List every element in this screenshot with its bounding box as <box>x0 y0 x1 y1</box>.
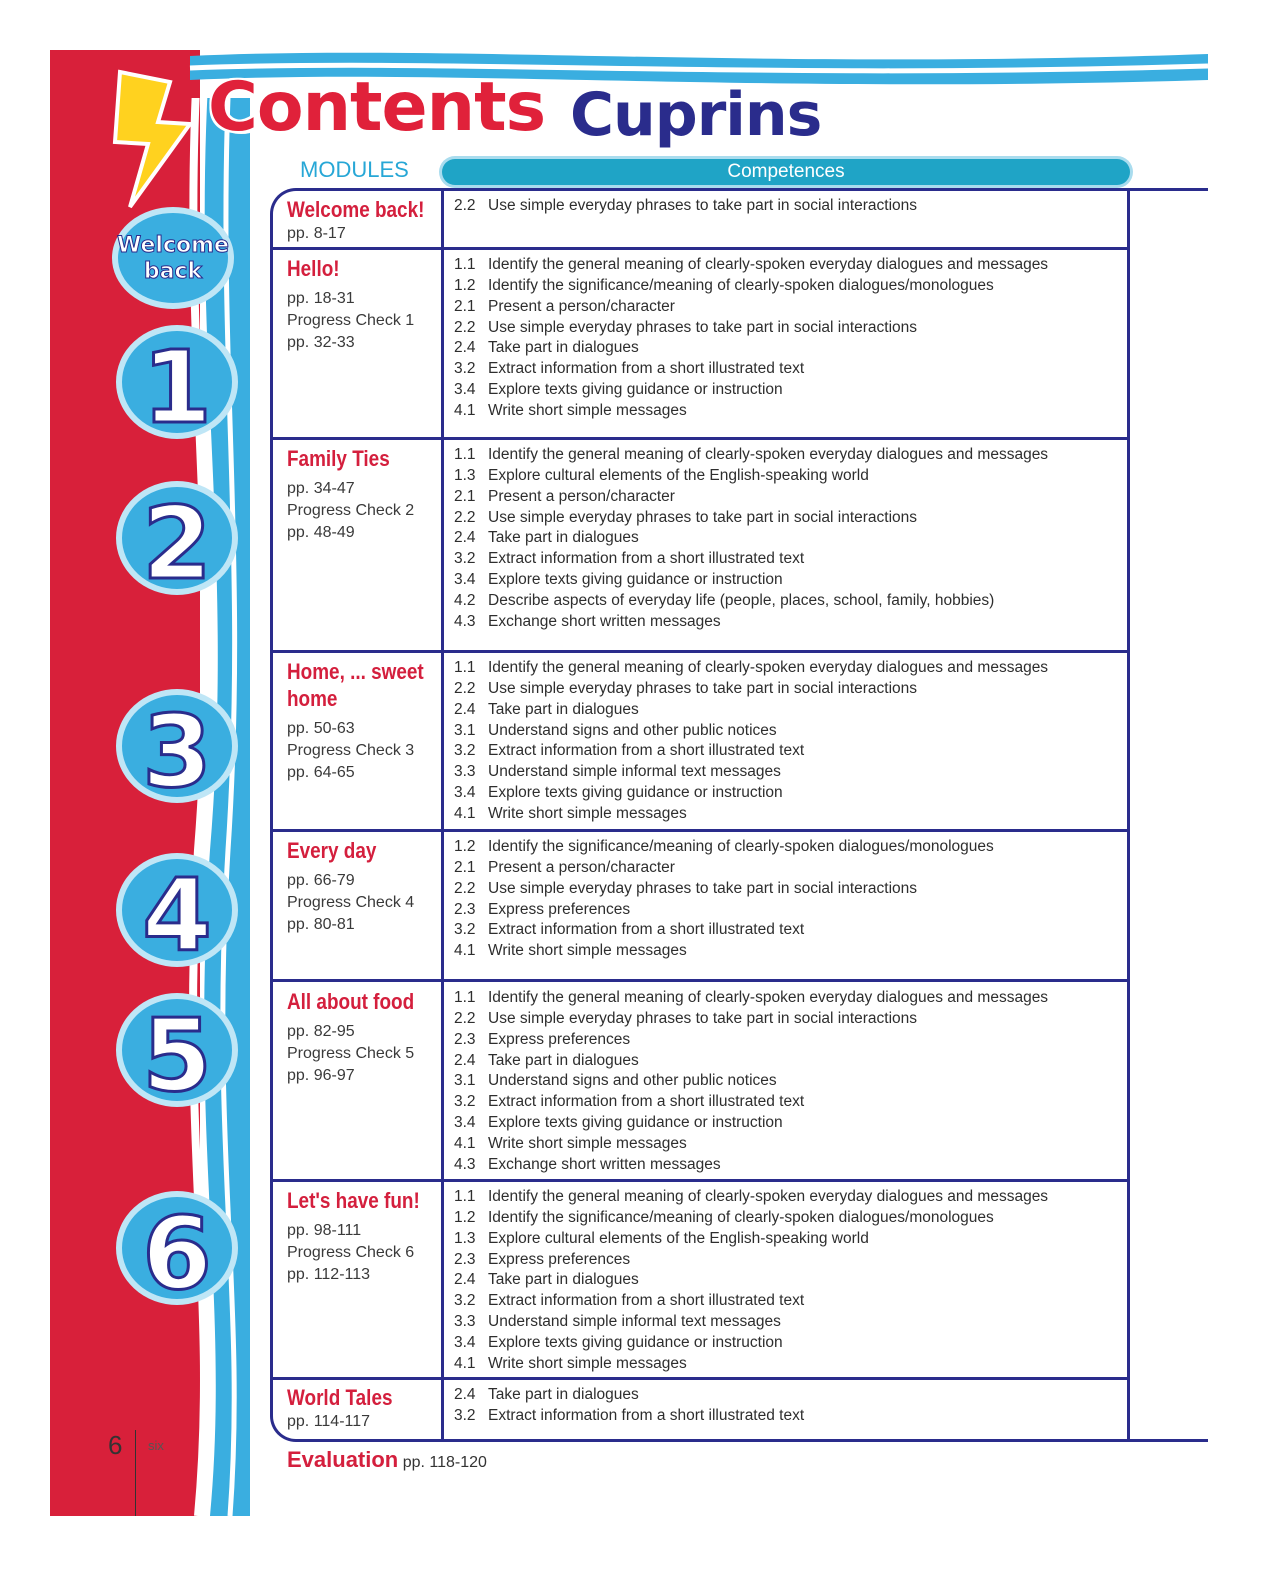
competence-item: 1.1 Identify the general meaning of clearly-spoken everyday dialogues and messages <box>454 256 1049 273</box>
competence-item: 4.1 Write short simple messages <box>454 1134 687 1152</box>
module-title[interactable]: Welcome back! <box>287 197 425 222</box>
row-divider <box>270 1377 1130 1380</box>
competence-item: 1.2 Identify the significance/meaning of clearly-spoken dialogues/monologues <box>454 276 994 294</box>
module-hello <box>287 255 457 354</box>
module-pages: pp. 82-95 <box>287 1023 355 1040</box>
competence-item: 2.3 Express preferences <box>454 900 631 918</box>
competence-item: 4.3 Exchange short written messages <box>454 1155 721 1173</box>
progress-pages: pp. 48-49 <box>287 524 355 541</box>
module-pages: pp. 66-79 <box>287 872 355 889</box>
module-title[interactable]: Family Ties <box>287 446 390 471</box>
competence-list <box>454 988 1048 1176</box>
module-title[interactable]: Home, ... sweet home <box>287 659 424 711</box>
competence-item: 4.3 Exchange short written messages <box>454 612 721 630</box>
competence-item: 1.2 Identify the significance/meaning of clearly-spoken dialogues/monologues <box>454 838 994 855</box>
progress-check: Progress Check 6 <box>287 1244 415 1261</box>
svg-text:back: back <box>143 259 203 284</box>
svg-text:6: 6 <box>142 1195 212 1308</box>
module-family-ties <box>287 445 457 544</box>
row-divider <box>270 829 1130 832</box>
competence-item: 3.3 Understand simple informal text messages <box>454 1313 781 1331</box>
module-welcome-back <box>287 196 457 245</box>
competence-item: 2.4 Take part in dialogues <box>454 1386 639 1403</box>
progress-check: Progress Check 5 <box>287 1045 415 1062</box>
progress-pages: pp. 32-33 <box>287 334 355 351</box>
svg-text:4: 4 <box>142 857 212 970</box>
competence-item: 1.2 Identify the significance/meaning of clearly-spoken dialogues/monologues <box>454 1208 994 1226</box>
competence-item: 2.2 Use simple everyday phrases to take part in social interactions <box>454 318 918 336</box>
table-right-border <box>1127 188 1130 1442</box>
competence-item: 3.2 Extract information from a short illustrated text <box>454 360 805 378</box>
competence-item: 1.1 Identify the general meaning of clearly-spoken everyday dialogues and messages <box>454 989 1049 1006</box>
progress-pages: pp. 64-65 <box>287 764 355 781</box>
module-6-badge <box>112 1188 242 1308</box>
competence-list <box>454 1187 1048 1375</box>
competence-item: 1.3 Explore cultural elements of the English-speaking world <box>454 466 869 484</box>
competence-item: 2.4 Take part in dialogues <box>454 1051 639 1069</box>
module-all-about-food <box>287 988 457 1087</box>
competence-item: 3.2 Extract information from a short illustrated text <box>454 921 805 939</box>
page-number-divider <box>135 1430 136 1516</box>
module-1-badge <box>112 322 242 442</box>
competence-item: 3.4 Explore texts giving guidance or instruction <box>454 571 783 589</box>
competence-item: 3.2 Extract information from a short illustrated text <box>454 1292 805 1310</box>
evaluation-title: Evaluation <box>287 1447 399 1472</box>
module-title[interactable]: Every day <box>287 838 377 863</box>
competence-item: 2.1 Present a person/character <box>454 487 675 505</box>
competence-item: 2.2 Use simple everyday phrases to take part in social interactions <box>454 508 918 526</box>
evaluation-pages: pp. 118-120 <box>402 1454 487 1471</box>
competence-item: 3.4 Explore texts giving guidance or instruction <box>454 1333 783 1351</box>
competence-item: 2.3 Express preferences <box>454 1030 631 1048</box>
competence-item: 1.1 Identify the general meaning of clearly-spoken everyday dialogues and messages <box>454 659 1049 676</box>
competence-item: 4.1 Write short simple messages <box>454 942 687 960</box>
competence-item: 1.1 Identify the general meaning of clearly-spoken everyday dialogues and messages <box>454 446 1049 463</box>
competence-item: 2.1 Present a person/character <box>454 297 675 315</box>
progress-check: Progress Check 4 <box>287 894 415 911</box>
progress-pages: pp. 80-81 <box>287 916 355 933</box>
svg-text:5: 5 <box>142 997 212 1110</box>
competence-item: 3.1 Understand signs and other public notices <box>454 1072 777 1090</box>
module-5-badge <box>112 990 242 1110</box>
competence-list <box>454 658 1048 825</box>
competence-item: 1.3 Explore cultural elements of the English-speaking world <box>454 1229 869 1247</box>
competence-list <box>454 196 917 217</box>
progress-check: Progress Check 2 <box>287 502 415 519</box>
progress-check: Progress Check 3 <box>287 742 415 759</box>
competence-item: 2.4 Take part in dialogues <box>454 529 639 547</box>
competence-item: 1.1 Identify the general meaning of clearly-spoken everyday dialogues and messages <box>454 1188 1049 1205</box>
competence-item: 4.1 Write short simple messages <box>454 1354 687 1372</box>
module-title[interactable]: World Tales <box>287 1385 393 1410</box>
competence-item: 2.2 Use simple everyday phrases to take part in social interactions <box>454 879 918 897</box>
competence-item: 2.1 Present a person/character <box>454 858 675 876</box>
competence-item: 3.2 Extract information from a short illustrated text <box>454 550 805 568</box>
module-every-day <box>287 837 457 936</box>
page-title-romanian: Cuprins <box>570 80 822 150</box>
row-divider <box>270 979 1130 982</box>
page-number-word: six <box>148 1438 164 1453</box>
competence-item: 3.2 Extract information from a short illustrated text <box>454 742 805 760</box>
competence-item: 4.1 Write short simple messages <box>454 804 687 822</box>
progress-pages: pp. 112-113 <box>287 1266 371 1283</box>
module-2-badge <box>112 478 242 598</box>
modules-column-header: MODULES <box>300 157 409 182</box>
module-pages: pp. 50-63 <box>287 720 355 737</box>
module-pages: pp. 18-31 <box>287 290 355 307</box>
module-pages: pp. 98-111 <box>287 1222 362 1239</box>
competence-item: 2.2 Use simple everyday phrases to take part in social interactions <box>454 1009 918 1027</box>
competence-list <box>454 837 994 962</box>
competence-list <box>454 255 1048 422</box>
competence-item: 3.4 Explore texts giving guidance or instruction <box>454 1114 783 1132</box>
module-4-badge <box>112 850 242 970</box>
competence-item: 2.4 Take part in dialogues <box>454 700 639 718</box>
module-pages: pp. 8-17 <box>287 225 346 242</box>
svg-text:2: 2 <box>142 485 212 598</box>
row-divider <box>270 247 1130 250</box>
page-title-english: Contents <box>208 68 546 147</box>
competence-item: 3.4 Explore texts giving guidance or instruction <box>454 381 783 399</box>
competence-item: 2.4 Take part in dialogues <box>454 1271 639 1289</box>
competence-item: 3.1 Understand signs and other public notices <box>454 721 777 739</box>
module-pages: pp. 114-117 <box>287 1413 371 1430</box>
module-title[interactable]: Let's have fun! <box>287 1188 420 1213</box>
row-divider <box>270 650 1130 653</box>
module-lets-have-fun <box>287 1187 457 1286</box>
module-3-badge <box>112 686 242 806</box>
svg-text:Welcome: Welcome <box>117 233 229 258</box>
competence-item: 4.1 Write short simple messages <box>454 401 687 419</box>
evaluation-entry[interactable] <box>287 1447 487 1473</box>
svg-text:1: 1 <box>142 329 212 442</box>
row-divider <box>270 437 1130 440</box>
progress-pages: pp. 96-97 <box>287 1067 355 1084</box>
row-divider <box>270 1179 1130 1182</box>
competence-list <box>454 1385 804 1427</box>
competence-item: 2.4 Take part in dialogues <box>454 339 639 357</box>
module-pages: pp. 34-47 <box>287 480 355 497</box>
competence-item: 2.3 Express preferences <box>454 1250 631 1268</box>
competence-list <box>454 445 1048 633</box>
module-home-sweet-home <box>287 658 457 784</box>
competence-item: 4.2 Describe aspects of everyday life (people, places, school, family, hobbies) <box>454 591 995 609</box>
competence-item: 3.4 Explore texts giving guidance or instruction <box>454 784 783 802</box>
svg-text:3: 3 <box>142 693 212 806</box>
module-title[interactable]: Hello! <box>287 256 340 281</box>
page-number: 6 <box>108 1430 123 1460</box>
competence-item: 3.2 Extract information from a short illustrated text <box>454 1406 805 1424</box>
competence-item: 2.2 Use simple everyday phrases to take part in social interactions <box>454 197 918 214</box>
welcome-back-badge <box>108 200 238 310</box>
competences-column-header: Competences <box>442 159 1130 185</box>
module-world-tales <box>287 1384 457 1433</box>
competence-item: 3.2 Extract information from a short illustrated text <box>454 1093 805 1111</box>
competence-item: 3.3 Understand simple informal text messages <box>454 763 781 781</box>
progress-check: Progress Check 1 <box>287 312 415 329</box>
module-title[interactable]: All about food <box>287 989 415 1014</box>
competence-item: 2.2 Use simple everyday phrases to take part in social interactions <box>454 679 918 697</box>
lightning-bolt-icon <box>100 62 210 212</box>
